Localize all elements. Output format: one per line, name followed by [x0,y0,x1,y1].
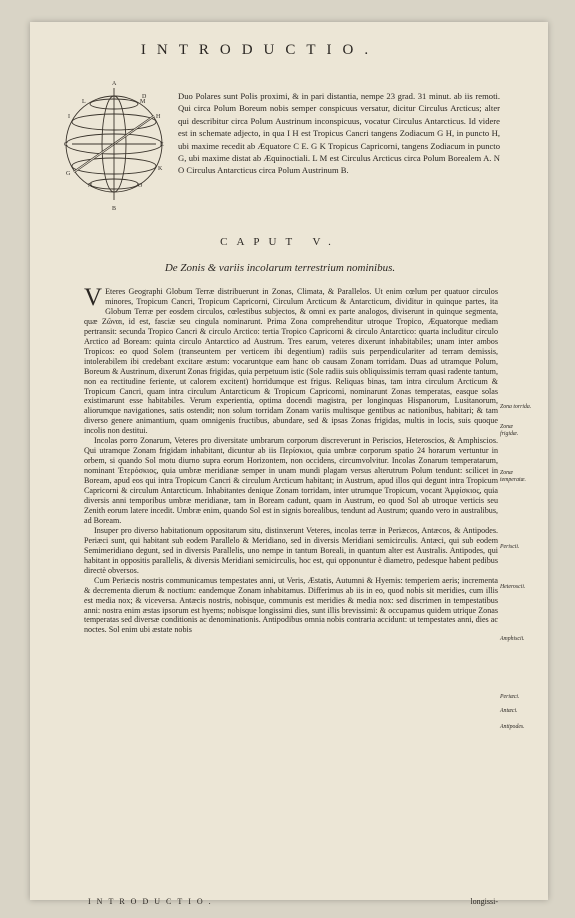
label-n: N [88,183,93,189]
margin-note: Amphiscii. [500,636,525,642]
margin-note: Zonæ frigidæ. [500,424,519,437]
intro-paragraph [178,90,500,177]
chapter-heading: CAPUT V. [220,236,340,248]
signature-mark: INTRODUCTIO. [88,897,217,906]
chapter-body [84,284,498,635]
running-head: INTRODUCTIO. [140,42,380,58]
label-b: B [112,206,117,212]
margin-note: Periscii. [500,544,520,550]
catchword: longissi- [470,897,498,906]
label-e: E [160,142,164,148]
margin-note: Zona torrida. [500,404,532,410]
intro-text: Duo Polares sunt Polis proximi, & in pari distantia, nempe 23 grad. 31 minut. ab iis remoti. Qui circa Polum Boreum nobis semper conspicuus versatur, dicitur Circulus Arcticus; alter qui describitur circa Polum Austrinum inconspicuus, vocatur Circulus Antarcticus. Id videre est in schemate adjecto, in qua I H est Tropicus Cancri tangens Zodiacum G H, in puncto H, ubi maxime recedit ab Æquatore C E. G K Tropicus Capricorni, tangens Zodiacum in puncto G, ubi maxime distat ab Æquinoctiali. L M est Circulus Arcticus circa Polum Borealem A. N O Circulus Antarcticus circa Polum Austrinum B. [178,91,500,176]
label-c: C [64,142,69,148]
paragraph-comparison: Cum Periæcis nostris communicamus tempestates anni, ut Veris, Æstatis, Autumni & Hyemis: temperiem aeris; incrementa & decrementa dierum & noctium: eandemque Zonam inhabitamus. Differimus ab iis in eo, quod nobis sit meridies, cum illis est media nox; & viceversa. Antæcis nostris, nobisque, communis est meridies & media nox: sed discrimen in tempestatibus anni: nostra enim æstas ipsorum est hyems; nobisque longissimi dies, sunt illis brevissimi: & occupamus quidem utrique Zonas temperatas sed diversæ conditionis ac denominationis. Antipodibus omnia nobis contraria accidunt: ut tempestates anni, dies ac noctes. Sol enim ubi æstate nobis [84,575,498,635]
label-m: M [140,99,146,105]
paragraph-zones-text: Eteres Geographi Globum Terræ distribuerunt in Zonas, Climata, & Parallelos. Ut enim cœlum per quatuor circulos minores, Tropicum Cancri, Tropicum Capricorni, Circulum Arcticum & Antarcticum, dividitur in quinque partes, ita Globum Terræ per eosdem circulos, cœlestibus subjectos, & omni ex parte analogos, diviserunt in quinque segmenta, quæ Ζῶναι, id est, fasciæ seu cingula nominarunt. Prima Zona comprehenditur utroque Tropico, Æquatorque mediam pertransit: secunda Tropico Cancri & circulo Arctico: tertia Tropico Capricorni & circulo Antarctico: quarta includitur circulo Arctico ad Boream: quinta circulo Antarctico ad Austrum. Tres earum, veteres dixerunt inhabitabiles; unam inter ambos Tropicos: eo quod Solem (transeuntem per verticem ibi degentium) radiis suis perpendiculariter ad terram demissis, intolerabilem ibi credebant excitare æstum: vocaruntque eam hanc ob causam Zonam torridam. Duas ad utramque Polum, Boreum & Austrinum, dixerunt Zonas frigidas, quia perpetuum istic (Sole radiis suis obliquissimis terram quasi radente tantum, non ea rectitudine feriente, ut calorem excitent) horridumque est frigus. Reliquas binas, tam intra circulum Arcticum & Tropicum Cancri, quam intra circulum Antarcticum & Tropicum Capricorni, nominarunt Zonas temperatas, easque solas existimarunt esse habitabiles. Verum experientia, optima docendi magistra, per longinquas Hispanorum, Lusitanorum, aliorumque navigationes, satis ostendit; non solum torridam Zonam variis multisque gentibus ac nationibus, habitari; & tam diverso genere animantium, quam omnigenis fructibus, abundare, sed & ipsas Zonas frigidas, multis in locis, suis quoque incolis non destitui. [84,287,498,436]
armillary-sphere-diagram [52,74,182,224]
label-h: H [156,114,161,120]
label-a: A [112,81,117,87]
label-i: I [68,114,70,120]
margin-note: Antæci. [500,708,518,714]
margin-note: Zonæ temperatæ. [500,470,526,483]
margin-note: Heteroscii. [500,584,526,590]
label-l: L [82,99,86,105]
label-d: D [142,94,147,100]
drop-capital: V [84,284,103,311]
chapter-subtitle: De Zonis & variis incolarum terrestrium nominibus. [164,262,396,274]
label-g: G [66,171,71,177]
paragraph-zones [84,284,498,436]
paragraph-shadows: Incolas porro Zonarum, Veteres pro diversitate umbrarum corporum discreverunt in Periscios, Heteroscios, & Amphiscios. Qui utramque Zonam frigidam inhabitant, dicuntur ab iis Περίσκιοι, quia umbræ corporum spatio 24 horarum vertuntur in orbem, si quando Sol motu diurno supra eorum Horizontem, non occidens, circumvolvitur. Incolas Zonarum temperatarum, nominant Ἑτερόσκιος, quia umbræ meridianæ semper in unam mundi plagam versus alterutrum Polum tendunt: scilicet in Boream, apud eos qui intra Tropicum Cancri & circulum Arcticum habitant; in Austrum, apud illos qui degunt intra Tropicum Capricorni & circulum Antarcticum. Inhabitantes denique Zonam torridam, inter utrumque Tropicum, vocant Ἀμφίσκιος, quia diversis anni temporibus umbræ meridianæ, tam in Boream cadunt, quam in Austrum, eo quod Sol ab utroque verticis seu Zenith eorum latere incedit. Umbræ enim, quando Sol est in signis borealibus, tendunt ad Austrum; quando vero in australibus, ad Boream. [84,436,498,525]
paragraph-opposites: Insuper pro diverso habitationum oppositarum situ, distinxerunt Veteres, incolas terræ in Periæcos, Antæcos, & Antipodes. Periæci sunt, qui habitant sub eodem Parallelo & Meridiano, sed in diversis Meridiani semicirculis. Antæci, qui sub eodem Semimeridiano degunt, sed in diversis Parallelis, uno nempe in tantum Boreali, in quantum alter est Australis. Antipodes, qui habitant in oppositis parallelis, & diversis Meridiani semicirculis, hoc est, qui opponuntur è diametro, pedesque habent pedibus directè obversos. [84,525,498,575]
page-footer [88,897,498,909]
label-o: O [138,183,143,189]
margin-note: Periæci. [500,694,520,700]
label-k: K [158,166,163,172]
margin-note: Antipodes. [500,724,525,730]
